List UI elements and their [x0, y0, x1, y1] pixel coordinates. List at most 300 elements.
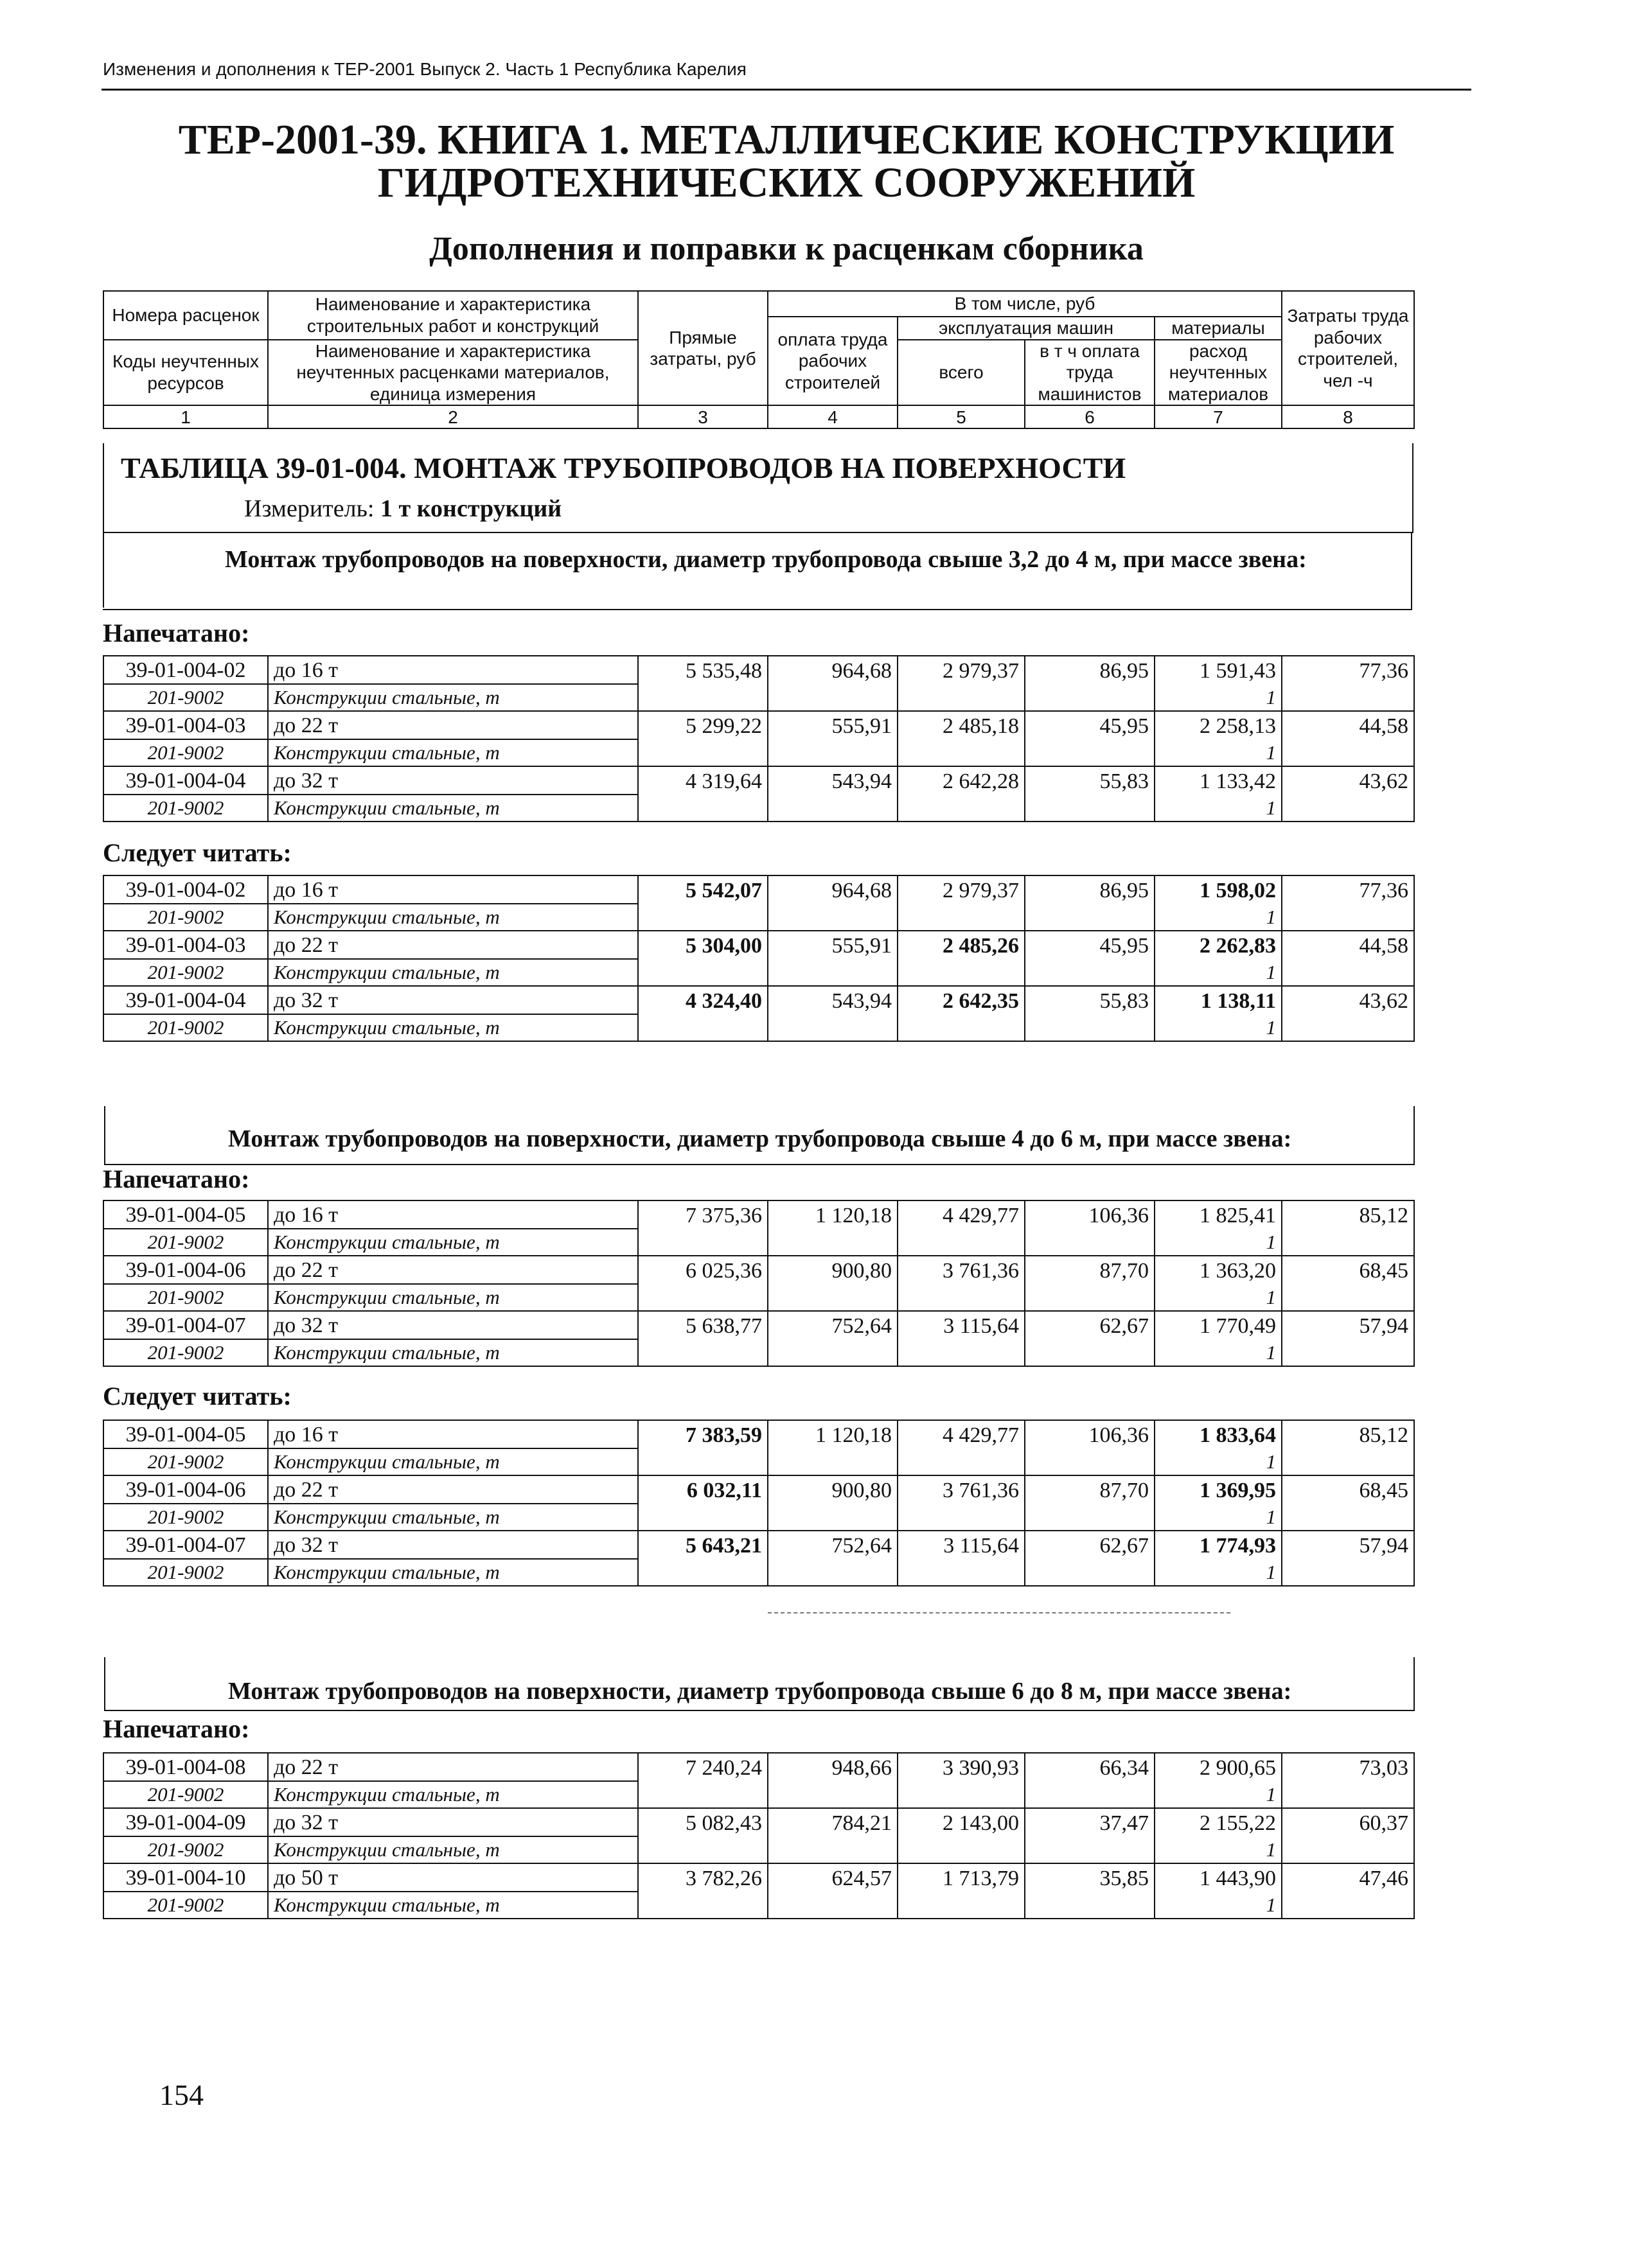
operator-pay: 66,34 [1025, 1753, 1155, 1781]
resource-qty: 1 [1155, 739, 1282, 766]
labor-hours: 73,03 [1282, 1753, 1414, 1781]
resource-name: Конструкции стальные, т [268, 1339, 638, 1366]
header-rate-numbers: Номера расценок [103, 291, 268, 340]
empty-cell [768, 1504, 898, 1531]
empty-cell [898, 1339, 1025, 1366]
resource-name: Конструкции стальные, т [268, 1284, 638, 1311]
empty-cell [768, 1448, 898, 1475]
empty-cell [768, 1339, 898, 1366]
work-name: до 32 т [268, 1808, 638, 1836]
direct-cost: 5 638,77 [638, 1311, 768, 1339]
worker-pay: 752,64 [768, 1531, 898, 1559]
empty-cell [898, 1781, 1025, 1808]
header-direct-costs: Прямые затраты, руб [638, 291, 768, 405]
machines-total: 4 429,77 [898, 1200, 1025, 1229]
rate-row [103, 986, 1414, 1014]
machines-total: 2 979,37 [898, 656, 1025, 684]
resource-qty: 1 [1155, 1448, 1282, 1475]
empty-cell [1282, 1014, 1414, 1041]
empty-cell [768, 904, 898, 931]
direct-cost: 7 383,59 [638, 1420, 768, 1448]
rate-row [103, 711, 1414, 739]
resource-row [103, 1284, 1414, 1311]
materials-cost: 1 133,42 [1155, 766, 1282, 795]
labor-hours: 57,94 [1282, 1311, 1414, 1339]
machines-total: 3 390,93 [898, 1753, 1025, 1781]
direct-cost: 6 032,11 [638, 1475, 768, 1504]
materials-cost: 2 262,83 [1155, 931, 1282, 959]
materials-cost: 2 155,22 [1155, 1808, 1282, 1836]
machines-total: 3 761,36 [898, 1256, 1025, 1284]
empty-cell [898, 1284, 1025, 1311]
direct-cost: 4 324,40 [638, 986, 768, 1014]
empty-cell [638, 1229, 768, 1256]
resource-code: 201-9002 [103, 959, 268, 986]
col-num-2: 2 [268, 405, 638, 428]
resource-code: 201-9002 [103, 1781, 268, 1808]
machines-total: 2 143,00 [898, 1808, 1025, 1836]
direct-cost: 7 240,24 [638, 1753, 768, 1781]
resource-row [103, 1781, 1414, 1808]
empty-cell [1282, 1559, 1414, 1586]
resource-name: Конструкции стальные, т [268, 1014, 638, 1041]
labor-hours: 44,58 [1282, 931, 1414, 959]
empty-cell [638, 1781, 768, 1808]
machines-total: 2 642,28 [898, 766, 1025, 795]
materials-cost: 1 443,90 [1155, 1863, 1282, 1892]
resource-name: Конструкции стальные, т [268, 1559, 638, 1586]
book-title-line1: ТЕР-2001-39. КНИГА 1. МЕТАЛЛИЧЕСКИЕ КОНСТРУКЦИИ [178, 116, 1395, 163]
printed-label-2: Напечатано: [103, 1165, 250, 1193]
rate-row [103, 875, 1414, 904]
col-num-6: 6 [1025, 405, 1155, 428]
empty-cell [1282, 1781, 1414, 1808]
materials-cost: 2 900,65 [1155, 1753, 1282, 1781]
empty-cell [898, 904, 1025, 931]
empty-cell [1025, 684, 1155, 711]
operator-pay: 37,47 [1025, 1808, 1155, 1836]
worker-pay: 555,91 [768, 711, 898, 739]
machines-total: 2 485,18 [898, 711, 1025, 739]
rate-row [103, 1420, 1414, 1448]
rate-row [103, 1863, 1414, 1892]
empty-cell [1025, 739, 1155, 766]
rate-row [103, 1753, 1414, 1781]
empty-cell [898, 959, 1025, 986]
resource-code: 201-9002 [103, 1448, 268, 1475]
empty-cell [1025, 1014, 1155, 1041]
worker-pay: 1 120,18 [768, 1200, 898, 1229]
resource-qty: 1 [1155, 795, 1282, 822]
direct-cost: 5 542,07 [638, 875, 768, 904]
table-name: ТАБЛИЦА 39-01-004. МОНТАЖ ТРУБОПРОВОДОВ НА ПОВЕРХНОСТИ [121, 452, 1126, 484]
rate-code: 39-01-004-03 [103, 711, 268, 739]
header-labor-costs: Затраты труда рабочих строителей, чел -ч [1282, 291, 1414, 405]
materials-cost: 1 770,49 [1155, 1311, 1282, 1339]
read-label-1: Следует читать: [103, 838, 292, 867]
empty-cell [768, 959, 898, 986]
worker-pay: 543,94 [768, 766, 898, 795]
header-rule [102, 89, 1471, 91]
rate-row [103, 1200, 1414, 1229]
header-material-name: Наименование и характеристика неучтенных расценками материалов, единица измерения [268, 340, 638, 406]
machines-total: 2 979,37 [898, 875, 1025, 904]
read-label-2: Следует читать: [103, 1382, 292, 1411]
empty-cell [768, 795, 898, 822]
resource-code: 201-9002 [103, 1284, 268, 1311]
resource-name: Конструкции стальные, т [268, 904, 638, 931]
operator-pay: 86,95 [1025, 656, 1155, 684]
worker-pay: 752,64 [768, 1311, 898, 1339]
empty-cell [638, 1014, 768, 1041]
col-num-3: 3 [638, 405, 768, 428]
section3-printed-table [103, 1752, 1415, 1919]
rate-code: 39-01-004-03 [103, 931, 268, 959]
empty-cell [1282, 684, 1414, 711]
labor-hours: 77,36 [1282, 656, 1414, 684]
resource-name: Конструкции стальные, т [268, 959, 638, 986]
materials-cost: 1 369,95 [1155, 1475, 1282, 1504]
section1-left-rule [103, 532, 104, 608]
work-name: до 50 т [268, 1863, 638, 1892]
resource-row [103, 1836, 1414, 1863]
operator-pay: 87,70 [1025, 1256, 1155, 1284]
header-work-name: Наименование и характеристика строительных работ и конструкций [268, 291, 638, 340]
work-name: до 16 т [268, 1420, 638, 1448]
rate-code: 39-01-004-06 [103, 1475, 268, 1504]
operator-pay: 87,70 [1025, 1475, 1155, 1504]
labor-hours: 44,58 [1282, 711, 1414, 739]
empty-cell [898, 1836, 1025, 1863]
resource-name: Конструкции стальные, т [268, 1836, 638, 1863]
labor-hours: 68,45 [1282, 1475, 1414, 1504]
measure-unit: Измеритель: 1 т конструкций [244, 495, 562, 522]
header-including: В том числе, руб [768, 291, 1282, 317]
empty-cell [1282, 1448, 1414, 1475]
resource-qty: 1 [1155, 684, 1282, 711]
resource-name: Конструкции стальные, т [268, 739, 638, 766]
rate-row [103, 656, 1414, 684]
worker-pay: 543,94 [768, 986, 898, 1014]
header-material-usage: расход неучтенных материалов [1155, 340, 1282, 406]
resource-row [103, 1014, 1414, 1041]
col-num-8: 8 [1282, 405, 1414, 428]
empty-cell [768, 1836, 898, 1863]
resource-qty: 1 [1155, 959, 1282, 986]
resource-code: 201-9002 [103, 1559, 268, 1586]
operator-pay: 45,95 [1025, 931, 1155, 959]
resource-row [103, 1504, 1414, 1531]
machines-total: 3 115,64 [898, 1311, 1025, 1339]
work-name: до 16 т [268, 656, 638, 684]
section3-title: Монтаж трубопроводов на поверхности, диаметр трубопровода свыше 6 до 8 м, при массе звена: [228, 1678, 1292, 1705]
rate-row [103, 1531, 1414, 1559]
rate-code: 39-01-004-02 [103, 875, 268, 904]
section2-printed-table [103, 1200, 1415, 1367]
page-number: 154 [159, 2079, 204, 2111]
materials-cost: 2 258,13 [1155, 711, 1282, 739]
rate-row [103, 1256, 1414, 1284]
labor-hours: 47,46 [1282, 1863, 1414, 1892]
resource-qty: 1 [1155, 1559, 1282, 1586]
work-name: до 22 т [268, 1475, 638, 1504]
work-name: до 32 т [268, 1311, 638, 1339]
resource-code: 201-9002 [103, 1014, 268, 1041]
empty-cell [898, 1229, 1025, 1256]
direct-cost: 5 299,22 [638, 711, 768, 739]
section1-title: Монтаж трубопроводов на поверхности, диаметр трубопровода свыше 3,2 до 4 м, при массе звена: [225, 546, 1307, 573]
direct-cost: 5 643,21 [638, 1531, 768, 1559]
work-name: до 32 т [268, 986, 638, 1014]
operator-pay: 45,95 [1025, 711, 1155, 739]
printed-label-1: Напечатано: [103, 619, 250, 647]
operator-pay: 55,83 [1025, 766, 1155, 795]
empty-cell [1282, 795, 1414, 822]
resource-code: 201-9002 [103, 1339, 268, 1366]
direct-cost: 6 025,36 [638, 1256, 768, 1284]
subtitle: Дополнения и поправки к расценкам сборника [429, 231, 1144, 267]
empty-cell [1282, 1836, 1414, 1863]
rate-row [103, 1808, 1414, 1836]
rate-code: 39-01-004-10 [103, 1863, 268, 1892]
empty-cell [768, 1229, 898, 1256]
empty-cell [1025, 1559, 1155, 1586]
resource-row [103, 1448, 1414, 1475]
scan-artifact-line [768, 1612, 1230, 1613]
empty-cell [1025, 1781, 1155, 1808]
resource-row [103, 904, 1414, 931]
materials-cost: 1 591,43 [1155, 656, 1282, 684]
worker-pay: 964,68 [768, 875, 898, 904]
empty-cell [1282, 1284, 1414, 1311]
section1-printed-table [103, 655, 1415, 822]
empty-cell [638, 904, 768, 931]
worker-pay: 1 120,18 [768, 1420, 898, 1448]
empty-cell [1025, 1339, 1155, 1366]
empty-cell [768, 1284, 898, 1311]
materials-cost: 1 363,20 [1155, 1256, 1282, 1284]
section1-read-table [103, 875, 1415, 1042]
empty-cell [1282, 1504, 1414, 1531]
resource-row [103, 684, 1414, 711]
resource-qty: 1 [1155, 1892, 1282, 1919]
materials-cost: 1 774,93 [1155, 1531, 1282, 1559]
resource-row [103, 1559, 1414, 1586]
resource-name: Конструкции стальные, т [268, 795, 638, 822]
empty-cell [1282, 1229, 1414, 1256]
direct-cost: 5 535,48 [638, 656, 768, 684]
labor-hours: 57,94 [1282, 1531, 1414, 1559]
rate-code: 39-01-004-07 [103, 1311, 268, 1339]
labor-hours: 85,12 [1282, 1200, 1414, 1229]
labor-hours: 68,45 [1282, 1256, 1414, 1284]
empty-cell [1282, 904, 1414, 931]
empty-cell [638, 959, 768, 986]
rate-row [103, 931, 1414, 959]
header-resource-codes: Коды неучтенных ресурсов [103, 340, 268, 406]
empty-cell [1282, 739, 1414, 766]
empty-cell [898, 1559, 1025, 1586]
empty-cell [768, 1781, 898, 1808]
empty-cell [638, 1892, 768, 1919]
header-worker-pay: оплата труда рабочих строителей [768, 317, 898, 405]
materials-cost: 1 833,64 [1155, 1420, 1282, 1448]
machines-total: 3 761,36 [898, 1475, 1025, 1504]
resource-name: Конструкции стальные, т [268, 1892, 638, 1919]
header-materials: материалы [1155, 317, 1282, 340]
empty-cell [1025, 904, 1155, 931]
resource-code: 201-9002 [103, 1504, 268, 1531]
resource-code: 201-9002 [103, 1229, 268, 1256]
resource-qty: 1 [1155, 1014, 1282, 1041]
empty-cell [898, 1504, 1025, 1531]
labor-hours: 77,36 [1282, 875, 1414, 904]
printed-label-3: Напечатано: [103, 1714, 250, 1743]
column-header-table [103, 290, 1415, 429]
empty-cell [898, 684, 1025, 711]
rate-row [103, 766, 1414, 795]
col-num-1: 1 [103, 405, 268, 428]
col-num-7: 7 [1155, 405, 1282, 428]
resource-row [103, 1229, 1414, 1256]
resource-qty: 1 [1155, 1836, 1282, 1863]
operator-pay: 62,67 [1025, 1311, 1155, 1339]
empty-cell [1025, 1229, 1155, 1256]
empty-cell [638, 1284, 768, 1311]
materials-cost: 1 598,02 [1155, 875, 1282, 904]
empty-cell [638, 795, 768, 822]
worker-pay: 900,80 [768, 1475, 898, 1504]
empty-cell [1282, 1339, 1414, 1366]
worker-pay: 964,68 [768, 656, 898, 684]
resource-qty: 1 [1155, 1504, 1282, 1531]
rate-code: 39-01-004-07 [103, 1531, 268, 1559]
resource-name: Конструкции стальные, т [268, 1781, 638, 1808]
empty-cell [638, 1448, 768, 1475]
section2-read-table [103, 1420, 1415, 1587]
resource-qty: 1 [1155, 1781, 1282, 1808]
rate-row [103, 1311, 1414, 1339]
empty-cell [768, 684, 898, 711]
resource-qty: 1 [1155, 904, 1282, 931]
rate-code: 39-01-004-05 [103, 1420, 268, 1448]
empty-cell [1025, 1836, 1155, 1863]
work-name: до 22 т [268, 711, 638, 739]
empty-cell [638, 1836, 768, 1863]
empty-cell [1025, 1892, 1155, 1919]
empty-cell [898, 1014, 1025, 1041]
running-header: Изменения и дополнения к ТЕР-2001 Выпуск 2. Часть 1 Республика Карелия [103, 59, 747, 79]
materials-cost: 1 138,11 [1155, 986, 1282, 1014]
work-name: до 32 т [268, 1531, 638, 1559]
header-machines-total: всего [898, 340, 1025, 406]
worker-pay: 624,57 [768, 1863, 898, 1892]
col-num-4: 4 [768, 405, 898, 428]
empty-cell [1282, 1892, 1414, 1919]
labor-hours: 43,62 [1282, 766, 1414, 795]
work-name: до 22 т [268, 1753, 638, 1781]
direct-cost: 5 304,00 [638, 931, 768, 959]
empty-cell [768, 1892, 898, 1919]
direct-cost: 4 319,64 [638, 766, 768, 795]
empty-cell [768, 1014, 898, 1041]
resource-row [103, 1892, 1414, 1919]
operator-pay: 106,36 [1025, 1420, 1155, 1448]
rate-code: 39-01-004-09 [103, 1808, 268, 1836]
empty-cell [1025, 1504, 1155, 1531]
work-name: до 16 т [268, 875, 638, 904]
empty-cell [768, 1559, 898, 1586]
machines-total: 1 713,79 [898, 1863, 1025, 1892]
empty-cell [1025, 1284, 1155, 1311]
operator-pay: 106,36 [1025, 1200, 1155, 1229]
rate-code: 39-01-004-04 [103, 766, 268, 795]
empty-cell [1025, 795, 1155, 822]
worker-pay: 784,21 [768, 1808, 898, 1836]
resource-name: Конструкции стальные, т [268, 1448, 638, 1475]
resource-code: 201-9002 [103, 684, 268, 711]
empty-cell [1025, 1448, 1155, 1475]
book-title-line2: ГИДРОТЕХНИЧЕСКИХ СООРУЖЕНИЙ [377, 159, 1196, 206]
machines-total: 3 115,64 [898, 1531, 1025, 1559]
rate-code: 39-01-004-06 [103, 1256, 268, 1284]
machines-total: 2 642,35 [898, 986, 1025, 1014]
rate-code: 39-01-004-05 [103, 1200, 268, 1229]
rate-row [103, 1475, 1414, 1504]
labor-hours: 85,12 [1282, 1420, 1414, 1448]
resource-row [103, 1339, 1414, 1366]
rate-code: 39-01-004-08 [103, 1753, 268, 1781]
worker-pay: 948,66 [768, 1753, 898, 1781]
materials-cost: 1 825,41 [1155, 1200, 1282, 1229]
operator-pay: 35,85 [1025, 1863, 1155, 1892]
resource-name: Конструкции стальные, т [268, 684, 638, 711]
machines-total: 4 429,77 [898, 1420, 1025, 1448]
resource-code: 201-9002 [103, 739, 268, 766]
resource-row [103, 795, 1414, 822]
resource-qty: 1 [1155, 1284, 1282, 1311]
rate-code: 39-01-004-04 [103, 986, 268, 1014]
section2-title: Монтаж трубопроводов на поверхности, диаметр трубопровода свыше 4 до 6 м, при массе звена: [228, 1125, 1292, 1152]
operator-pay: 62,67 [1025, 1531, 1155, 1559]
direct-cost: 3 782,26 [638, 1863, 768, 1892]
empty-cell [898, 739, 1025, 766]
resource-row [103, 739, 1414, 766]
work-name: до 22 т [268, 1256, 638, 1284]
empty-cell [1282, 959, 1414, 986]
resource-code: 201-9002 [103, 1836, 268, 1863]
resource-name: Конструкции стальные, т [268, 1504, 638, 1531]
operator-pay: 86,95 [1025, 875, 1155, 904]
resource-qty: 1 [1155, 1229, 1282, 1256]
operator-pay: 55,83 [1025, 986, 1155, 1014]
resource-code: 201-9002 [103, 1892, 268, 1919]
worker-pay: 555,91 [768, 931, 898, 959]
machines-total: 2 485,26 [898, 931, 1025, 959]
resource-code: 201-9002 [103, 795, 268, 822]
header-operator-pay: в т ч оплата труда машинистов [1025, 340, 1155, 406]
empty-cell [638, 1559, 768, 1586]
col-num-5: 5 [898, 405, 1025, 428]
resource-row [103, 959, 1414, 986]
direct-cost: 7 375,36 [638, 1200, 768, 1229]
empty-cell [898, 795, 1025, 822]
empty-cell [638, 1339, 768, 1366]
resource-code: 201-9002 [103, 904, 268, 931]
empty-cell [768, 739, 898, 766]
labor-hours: 60,37 [1282, 1808, 1414, 1836]
resource-qty: 1 [1155, 1339, 1282, 1366]
